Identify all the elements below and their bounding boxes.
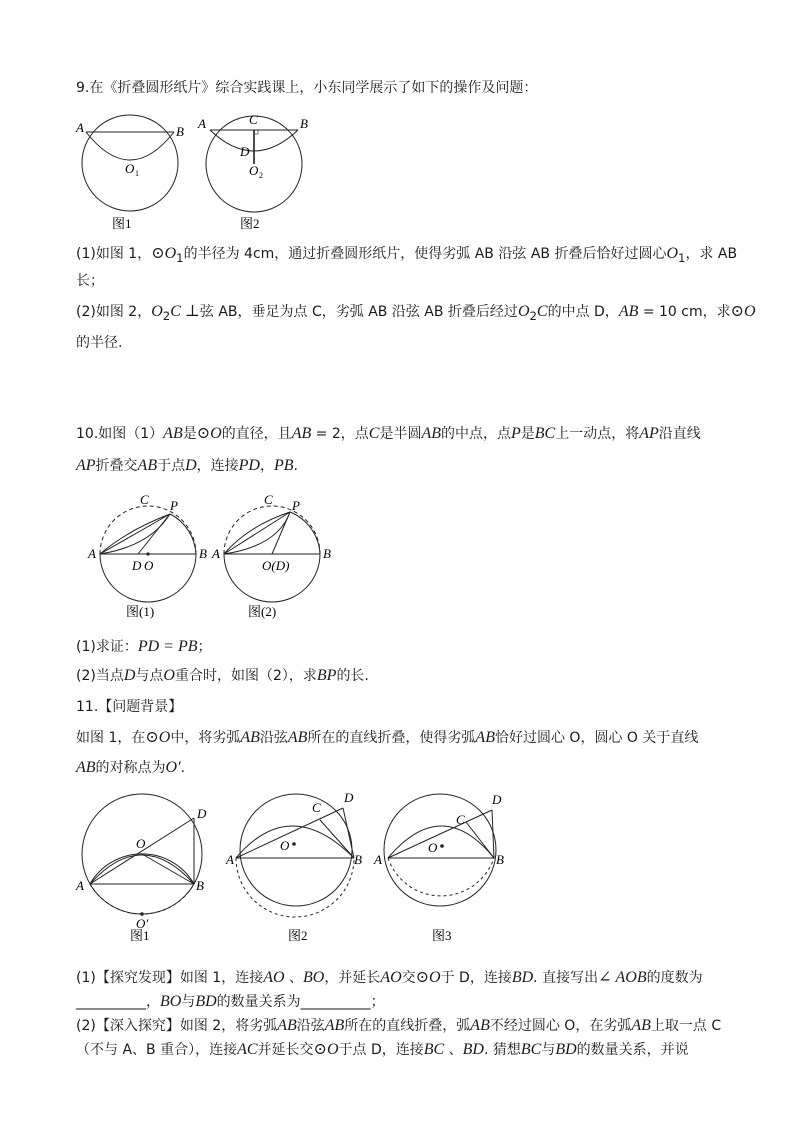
q11-fig1-label-o-prime: O′ xyxy=(136,916,149,931)
q9-intro: 9.在《折叠圆形纸片》综合实践课上，小东同学展示了如下的操作及问题： xyxy=(76,80,538,96)
q9-fig2-label-b: B xyxy=(300,116,308,131)
q11-fig3-label-c: C xyxy=(456,812,465,827)
q9-fig2-label-o: O xyxy=(249,163,259,178)
q10-part2: (2)当点D与点O重合时，如图（2），求BP的长. xyxy=(76,667,369,684)
q11-figure-2 xyxy=(226,790,366,943)
q10-fig1-label-c: C xyxy=(140,492,149,507)
q11-title: 11.【问题背景】 xyxy=(76,699,183,715)
q9-part1-line1: (1)如图 1，$⊙O_1$的半径为 4cm，通过折叠圆形纸片，使得劣弧 AB 沿弦 AB 折叠后恰好过圆心$O_1$，求 AB xyxy=(76,245,738,265)
q11-blank-1[interactable]: __________ xyxy=(76,994,146,1010)
q11-fig2-label-d: D xyxy=(344,790,354,805)
q11-stem-line2: AB的对称点为O′. xyxy=(76,759,186,776)
q11-stem-line1: 如图 1，在⊙O中，将劣弧AB沿弦AB所在的直线折叠，使得劣弧AB恰好过圆心 O，圆心 O 关于直线 xyxy=(76,729,699,746)
q11-fig2-label-c: C xyxy=(312,800,321,815)
q10-figure-1 xyxy=(80,490,210,620)
q11-part2-line2: （不与 A、B 重合），连接AC并延长交⊙O于点 D，连接BC 、BD. 猜想BC与BD的数量关系，并说 xyxy=(76,1041,689,1058)
q10-fig2-caption: 图(2) xyxy=(248,604,277,619)
q11-fig2-caption: 图2 xyxy=(288,928,308,943)
q11-fig1-label-a: A xyxy=(76,878,84,893)
q9-fig2-label-o-sub: 2 xyxy=(259,171,263,180)
q9-fig2-caption: 图2 xyxy=(240,216,260,231)
q11-fig1-label-o: O xyxy=(136,836,146,851)
q11-fig3-label-a: A xyxy=(374,852,382,867)
q9-fig2-label-c: C xyxy=(249,112,258,127)
q10-fig2-label-c: C xyxy=(264,492,273,507)
q11-fig3-label-d: D xyxy=(492,792,502,807)
q10-stem-line1: 10.如图（1）AB是⊙O的直径，且AB = 2，点C是半圆AB的中点，点P是BC上一动点，将AP沿直线 xyxy=(76,425,701,442)
q9-fig1-caption: 图1 xyxy=(112,216,132,231)
q11-fig3-label-o: O xyxy=(428,840,438,855)
q10-fig2-label-b: B xyxy=(323,546,331,561)
q11-figure-3 xyxy=(370,790,510,943)
q10-fig2-label-a: A xyxy=(212,546,220,561)
q9-figure-1 xyxy=(76,110,186,235)
q9-part1-line2: 长； xyxy=(76,273,104,289)
q11-part1-line2: __________，BO与BD的数量关系为__________； xyxy=(76,993,385,1010)
q10-figure-2 xyxy=(204,490,334,620)
q11-fig3-label-b: B xyxy=(496,852,504,867)
q11-fig1-label-d: D xyxy=(197,806,207,821)
q10-fig1-label-d: D xyxy=(132,558,142,573)
q10-fig1-label-b: B xyxy=(199,546,207,561)
q9-fig1-label-b: B xyxy=(176,124,184,139)
q10-stem-line2: AP折叠交AB于点D，连接PD，PB. xyxy=(76,457,298,474)
q11-fig2-label-o: O xyxy=(280,838,290,853)
q10-fig2-label-p: P xyxy=(292,498,300,513)
q10-fig1-label-a: A xyxy=(88,546,96,561)
q9-fig2-label-a: A xyxy=(198,116,206,131)
q11-fig2-label-a: A xyxy=(226,852,234,867)
q10-fig2-label-od: O(D) xyxy=(262,558,290,573)
q10-fig1-label-o: O xyxy=(144,558,154,573)
q9-fig1-label-a: A xyxy=(76,120,84,135)
q11-fig3-caption: 图3 xyxy=(432,928,452,943)
q9-part2-line2: 的半径. xyxy=(76,335,123,351)
q9-part2-line1: (2)如图 2，$O_2C$ ⊥弦 AB，垂足为点 C，劣弧 AB 沿弦 AB 折叠后经过$O_2C$的中点 D，AB = 10 cm，求⊙O xyxy=(76,303,756,323)
q11-figure-1 xyxy=(66,790,226,943)
q11-part1-line1: (1)【探究发现】如图 1，连接AO 、BO，并延长AO交⊙O于 D，连接BD. 直接写出∠ AOB的度数为 xyxy=(76,969,703,986)
q11-fig1-label-b: B xyxy=(196,878,204,893)
q11-fig2-label-b: B xyxy=(354,852,362,867)
q9-fig2-label-d: D xyxy=(240,144,250,159)
q10-part1: (1)求证：PD = PB； xyxy=(76,638,212,655)
q9-fig1-label-o: O xyxy=(125,161,135,176)
q10-fig1-label-p: P xyxy=(170,498,178,513)
q11-fig1-caption: 图1 xyxy=(130,928,150,943)
q11-blank-2[interactable]: __________ xyxy=(300,994,371,1010)
q9-figure-2 xyxy=(196,110,316,235)
q10-fig1-caption: 图(1) xyxy=(126,604,155,619)
q9-fig1-label-o-sub: 1 xyxy=(135,169,139,178)
q11-part2-line1: (2)【深入探究】如图 2，将劣弧AB沿弦AB所在的直线折叠，弧AB不经过圆心 O，在劣弧AB上取一点 C xyxy=(76,1017,722,1034)
